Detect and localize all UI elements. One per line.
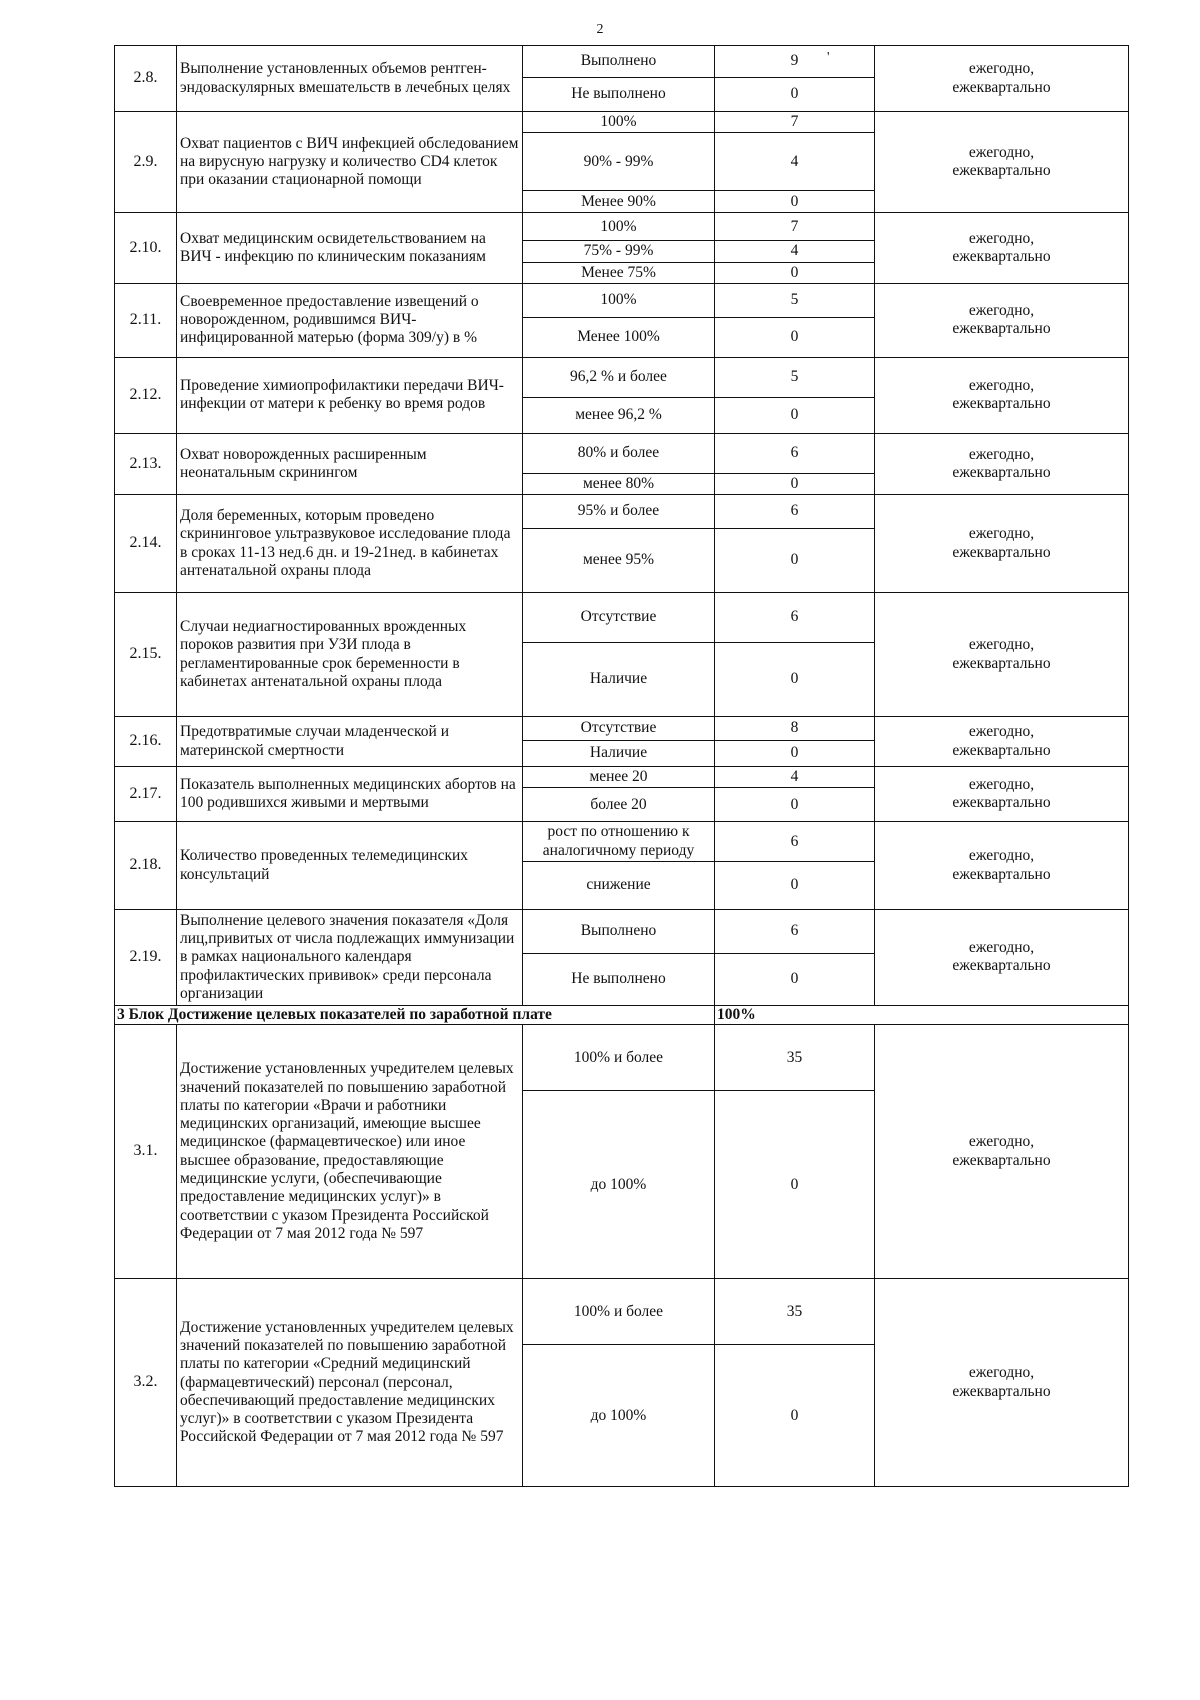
criterion-period-line: ежеквартально: [952, 78, 1051, 96]
criterion-score: 0: [715, 317, 875, 357]
criterion-period: [875, 46, 1129, 112]
criterion-number: 2.10.: [115, 213, 177, 284]
stray-mark: ': [827, 50, 830, 65]
criterion-period-line: ежегодно,: [968, 1133, 1035, 1151]
criterion-number: 2.19.: [115, 909, 177, 1005]
criterion-name: Случаи недиагностированных врожденных пороков развития при УЗИ плода в регламентированные срок беременности в кабинетах антенатальной охраны плода: [177, 593, 523, 717]
criterion-value: 100%: [523, 213, 715, 241]
criteria-table: [114, 45, 1129, 1487]
criterion-period-line: ежеквартально: [952, 543, 1051, 561]
criteria-option-row: [115, 495, 1129, 529]
block3-title: 3 Блок Достижение целевых показателей по заработной плате: [115, 1005, 715, 1024]
criterion-period: [875, 112, 1129, 213]
criterion-score: 0: [715, 643, 875, 717]
criterion-value: Менее 100%: [523, 317, 715, 357]
criterion-value: Выполнено: [523, 909, 715, 953]
criterion-score: 5: [715, 283, 875, 317]
criterion-score: 0: [715, 397, 875, 433]
criterion-value: Выполнено: [523, 46, 715, 78]
criterion-score: 6: [715, 593, 875, 643]
criterion-value: 100% и более: [523, 1025, 715, 1091]
criterion-period-line: ежегодно,: [968, 723, 1035, 741]
block3-percent: 100%: [715, 1005, 1129, 1024]
criterion-period: [875, 1025, 1129, 1279]
criterion-period-line: ежегодно,: [968, 1364, 1035, 1382]
criterion-score: 7: [715, 213, 875, 241]
criterion-period: [875, 822, 1129, 910]
criterion-score: 4: [715, 767, 875, 788]
criterion-period-line: ежеквартально: [952, 395, 1051, 413]
criterion-value: более 20: [523, 788, 715, 822]
criteria-option-row: [115, 593, 1129, 643]
criterion-score: 6: [715, 433, 875, 473]
criterion-score: 0: [715, 953, 875, 1005]
criterion-value: Не выполнено: [523, 953, 715, 1005]
criterion-score: 5: [715, 357, 875, 397]
criterion-value: Наличие: [523, 741, 715, 767]
criterion-period: [875, 1279, 1129, 1487]
criterion-score: 0: [715, 861, 875, 909]
criterion-period-line: ежегодно,: [968, 445, 1035, 463]
criterion-period: [875, 357, 1129, 433]
criteria-option-row: [115, 213, 1129, 241]
criterion-number: 2.18.: [115, 822, 177, 910]
criterion-period-line: ежеквартально: [952, 463, 1051, 481]
criterion-number: 2.12.: [115, 357, 177, 433]
criterion-score: 0: [715, 1091, 875, 1279]
criterion-period-line: ежегодно,: [968, 775, 1035, 793]
criterion-score: 4: [715, 241, 875, 262]
criterion-period-line: ежеквартально: [952, 654, 1051, 672]
criterion-period-line: ежегодно,: [968, 143, 1035, 161]
criterion-number: 2.13.: [115, 433, 177, 494]
criterion-value: 100%: [523, 283, 715, 317]
criterion-number: 2.14.: [115, 495, 177, 593]
criterion-score: 0: [715, 788, 875, 822]
criterion-score: 35: [715, 1279, 875, 1345]
criteria-option-row: [115, 46, 1129, 78]
criterion-value: 100%: [523, 112, 715, 133]
criterion-score: 4: [715, 133, 875, 191]
criterion-period-line: ежегодно,: [968, 302, 1035, 320]
criterion-period: [875, 767, 1129, 822]
criterion-value: Отсутствие: [523, 593, 715, 643]
criterion-score: 0: [715, 262, 875, 283]
criterion-period-line: ежегодно,: [968, 847, 1035, 865]
criterion-period-line: ежегодно,: [968, 377, 1035, 395]
criterion-value: 75% - 99%: [523, 241, 715, 262]
criterion-name: Выполнение целевого значения показателя «Доля лиц,привитых от числа подлежащих иммунизации в рамках национального календаря профилактических прививок» среди персонала организации: [177, 909, 523, 1005]
criterion-value: менее 95%: [523, 529, 715, 593]
criterion-value: 90% - 99%: [523, 133, 715, 191]
criterion-score: 6: [715, 909, 875, 953]
criterion-period: [875, 283, 1129, 357]
criterion-value: снижение: [523, 861, 715, 909]
criterion-period-line: ежеквартально: [952, 248, 1051, 266]
criteria-option-row: [115, 283, 1129, 317]
criterion-value: 80% и более: [523, 433, 715, 473]
criterion-period-line: ежеквартально: [952, 1382, 1051, 1400]
criterion-value: до 100%: [523, 1091, 715, 1279]
criterion-name: Охват медицинским освидетельствованием на ВИЧ - инфекцию по клиническим показаниям: [177, 213, 523, 284]
criterion-period: [875, 717, 1129, 767]
criteria-option-row: [115, 112, 1129, 133]
criterion-period: [875, 433, 1129, 494]
criterion-name: Своевременное предоставление извещений о новорожденном, родившимся ВИЧ-инфицированной матерью (форма 309/у) в %: [177, 283, 523, 357]
criteria-option-row: [115, 433, 1129, 473]
criterion-score: 0: [715, 191, 875, 213]
criterion-score: 6: [715, 495, 875, 529]
criteria-option-row: [115, 767, 1129, 788]
criterion-value: 96,2 % и более: [523, 357, 715, 397]
criterion-value: рост по отношению к аналогичному периоду: [523, 822, 715, 862]
criteria-option-row: [115, 822, 1129, 862]
criterion-period-line: ежегодно,: [968, 60, 1035, 78]
criterion-name: Достижение установленных учредителем целевых значений показателей по повышению заработной платы по категории «Врачи и работники медицинских организаций, имеющие высшее медицинское (фармацевтическое) или иное высшее образование, предоставляющие медицинские услуги, (обеспечивающие предоставление медицинских услуг)» в соответствии с указом Президента Российской Федерации от 7 мая 2012 года № 597: [177, 1025, 523, 1279]
criterion-name: Количество проведенных телемедицинских консультаций: [177, 822, 523, 910]
criterion-value: до 100%: [523, 1345, 715, 1487]
criterion-period-line: ежеквартально: [952, 794, 1051, 812]
criterion-value: менее 96,2 %: [523, 397, 715, 433]
criterion-name: Доля беременных, которым проведено скрининговое ультразвуковое исследование плода в сроках 11-13 нед.6 дн. и 19-21нед. в кабинетах антенатальной охраны плода: [177, 495, 523, 593]
criterion-number: 2.11.: [115, 283, 177, 357]
criterion-period-line: ежеквартально: [952, 1151, 1051, 1169]
criterion-name: Предотвратимые случаи младенческой и материнской смертности: [177, 717, 523, 767]
criterion-value: Не выполнено: [523, 78, 715, 112]
criterion-name: Показатель выполненных медицинских абортов на 100 родившихся живыми и мертвыми: [177, 767, 523, 822]
criterion-score: 35: [715, 1025, 875, 1091]
criterion-name: Охват пациентов с ВИЧ инфекцией обследованием на вирусную нагрузку и количество CD4 клеток при оказании стационарной помощи: [177, 112, 523, 213]
criterion-value: 95% и более: [523, 495, 715, 529]
criterion-score: 6: [715, 822, 875, 862]
criterion-value: Отсутствие: [523, 717, 715, 741]
criterion-number: 2.9.: [115, 112, 177, 213]
criterion-score: 9: [715, 46, 875, 78]
criterion-name: Проведение химиопрофилактики передачи ВИЧ-инфекции от матери к ребенку во время родов: [177, 357, 523, 433]
criterion-period-line: ежеквартально: [952, 320, 1051, 338]
criterion-value: менее 80%: [523, 473, 715, 494]
criterion-value: Менее 75%: [523, 262, 715, 283]
criterion-score: 0: [715, 473, 875, 494]
criterion-period-line: ежеквартально: [952, 162, 1051, 180]
criterion-period-line: ежегодно,: [968, 939, 1035, 957]
criterion-number: 2.15.: [115, 593, 177, 717]
criterion-period-line: ежеквартально: [952, 957, 1051, 975]
criterion-value: Менее 90%: [523, 191, 715, 213]
criterion-number: 2.16.: [115, 717, 177, 767]
page-number: 2: [596, 22, 604, 37]
criterion-period: [875, 593, 1129, 717]
criterion-period-line: ежегодно,: [968, 636, 1035, 654]
criterion-name: Выполнение установленных объемов рентген-эндоваскулярных вмешательств в лечебных целях: [177, 46, 523, 112]
criterion-number: 2.8.: [115, 46, 177, 112]
criterion-period: [875, 213, 1129, 284]
criterion-name: Охват новорожденных расширенным неонатальным скринингом: [177, 433, 523, 494]
criteria-option-row: [115, 909, 1129, 953]
criterion-number: 2.17.: [115, 767, 177, 822]
criterion-value: менее 20: [523, 767, 715, 788]
criteria-option-row: [115, 357, 1129, 397]
criterion-score: 7: [715, 112, 875, 133]
criteria-option-row: [115, 1279, 1129, 1345]
criteria-option-row: [115, 1025, 1129, 1091]
criterion-value: 100% и более: [523, 1279, 715, 1345]
criterion-number: 3.2.: [115, 1279, 177, 1487]
criterion-period: [875, 909, 1129, 1005]
criterion-period-line: ежеквартально: [952, 741, 1051, 759]
criterion-value: Наличие: [523, 643, 715, 717]
criterion-score: 0: [715, 741, 875, 767]
criteria-option-row: [115, 717, 1129, 741]
criterion-period-line: ежеквартально: [952, 865, 1051, 883]
criterion-period-line: ежегодно,: [968, 229, 1035, 247]
criterion-period: [875, 495, 1129, 593]
criterion-period-line: ежегодно,: [968, 525, 1035, 543]
criterion-score: 0: [715, 1345, 875, 1487]
block3-header-row: [115, 1005, 1129, 1024]
criterion-score: 0: [715, 78, 875, 112]
criterion-score: 8: [715, 717, 875, 741]
criterion-score: 0: [715, 529, 875, 593]
criterion-number: 3.1.: [115, 1025, 177, 1279]
criterion-name: Достижение установленных учредителем целевых значений показателей по повышению заработной платы по категории «Средний медицинский (фармацевтический) персонал (персонал, обеспечивающий предоставление медицинских услуг)» в соответствии с указом Президента Российской Федерации от 7 мая 2012 года № 597: [177, 1279, 523, 1487]
